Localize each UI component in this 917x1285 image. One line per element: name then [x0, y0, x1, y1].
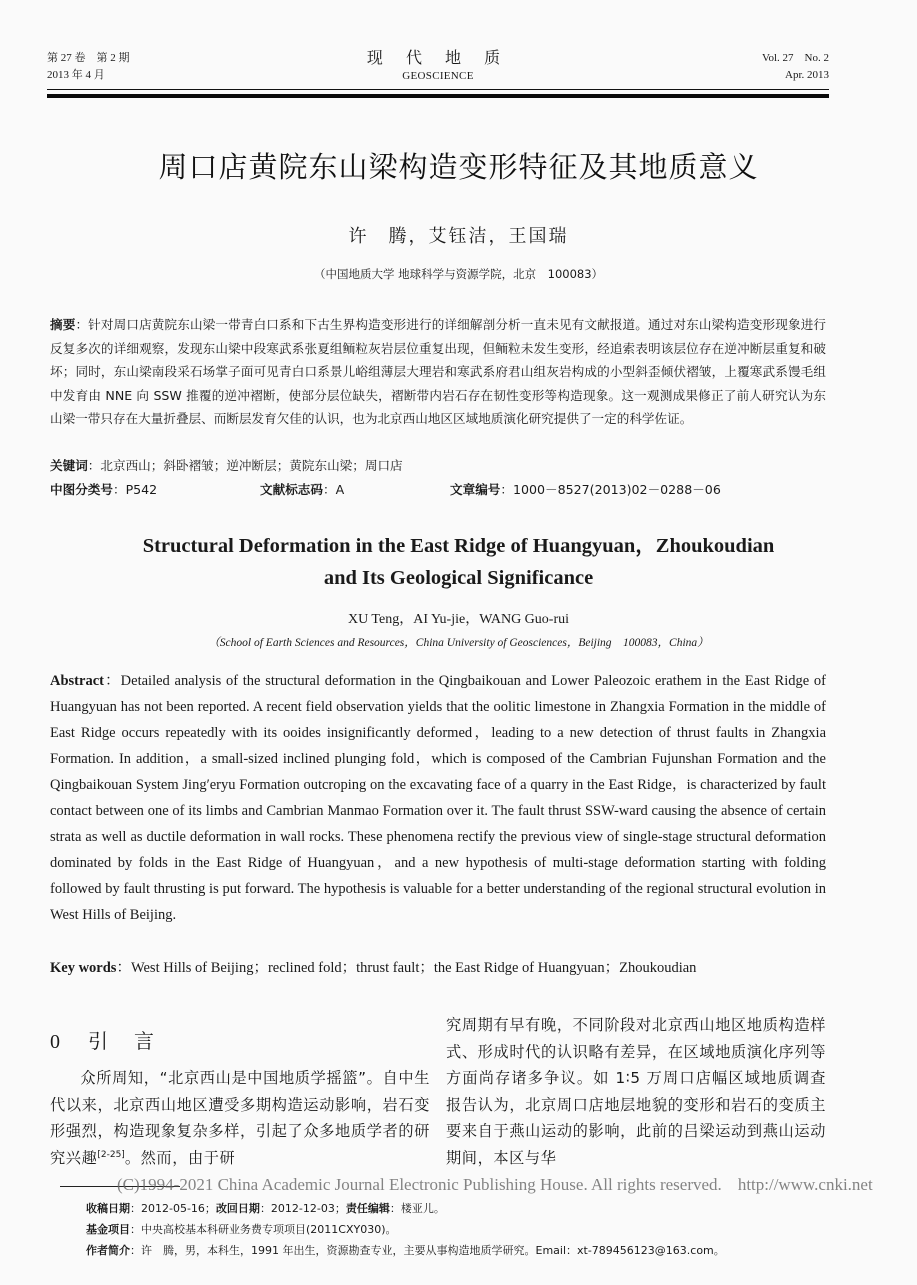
doc-code-label: 文献标志码	[260, 482, 323, 497]
editor-label: 责任编辑	[345, 1202, 390, 1215]
received-value: ：2012-05-16；	[130, 1202, 216, 1215]
header-rule-thin	[47, 89, 829, 90]
cnki-link[interactable]: http://www.cnki.net	[737, 1175, 873, 1194]
author-bio-value: ：许 腾，男，本科生，1991 年出生，资源勘查专业，主要从事构造地质学研究。Email：xt-789456123@163.com。	[130, 1244, 725, 1257]
date-cn: 2013 年 4 月	[47, 69, 105, 81]
section-heading-introduction	[50, 1026, 430, 1057]
affiliation-en: （School of Earth Sciences and Resources，China University of Geosciences，Beijing 100083，China）	[208, 637, 709, 649]
document-code	[260, 480, 344, 500]
footnote-fund	[86, 1219, 846, 1240]
paper-title-en-line1: Structural Deformation in the East Ridge of Huangyuan，Zhoukoudian	[142, 535, 775, 557]
keywords-cn	[50, 456, 826, 476]
citation-ref[interactable]: [2-25]	[97, 1149, 125, 1160]
article-number	[450, 480, 721, 500]
volume-issue-cn: 第 27 卷 第 2 期	[47, 52, 130, 64]
doc-code-value: ：A	[322, 482, 345, 497]
footnotes	[86, 1198, 846, 1261]
body-column-left	[50, 1026, 430, 1171]
article-number-label: 文章编号	[450, 482, 501, 497]
date-en: Apr. 2013	[785, 69, 829, 81]
article-number-value: ：1000－8527(2013)02－0288－06	[500, 482, 721, 497]
section-title-char-1: 引	[88, 1029, 108, 1053]
abstract-en	[50, 668, 826, 928]
intro-paragraph-right: 究周期有早有晚，不同阶段对北京西山地区地质构造样式、形成时代的认识略有差异，在区域地质演化序列等方面尚存诸多争议。如 1∶5 万周口店幅区域地质调查报告认为，北京周口店地层地貌的变形和岩石的变质主要来自于燕山运动的影响，此前的吕梁运动到燕山运动期间，本区与华	[446, 1016, 826, 1167]
editor-value: ：楼亚儿。	[389, 1202, 445, 1215]
keywords-cn-label: 关键词	[50, 458, 88, 473]
header-rule-thick	[47, 94, 829, 98]
abstract-en-text: ：Detailed analysis of the structural deformation in the Qingbaikouan and Lower Paleozoic erathem in the East Ridge of Huangyuan has not been reported. A recent field observation yields that the oolitic limestone in Zhangxia Formation in the middle of East Ridge occurs repeatedly with its ooides insignificantly deformed，leading to a new detection of thrust faults in Zhangxia Formation. In addition，a small-sized inclined plunging fold，which is composed of the Cambrian Fujunshan Formation and the Qingbaikouan System Jing′eryu Formation outcroping on the excavating face of a quarry in the East Ridge，is characterized by fault contact between one of its limbs and Cambrian Manmao Formation over it. The fault thrust SSW-ward causing the absence of certain strata as well as ductile deformation in wall rocks. These phenomena rectify the previous view of single-stage structural deformation dominated by folds in the East Ridge of Huangyuan，and a new hypothesis of multi-stage deformation starting with folding followed by fault thrusting is put forward. The hypothesis is valuable for a better understanding of the regional structural evolution in West Hills of Beijing.	[50, 673, 826, 923]
fund-label: 基金项目	[86, 1223, 130, 1236]
paper-title-cn: 周口店黄院东山梁构造变形特征及其地质意义	[158, 150, 759, 184]
clc-label: 中图分类号	[50, 482, 113, 497]
clc-value: ：P542	[112, 482, 158, 497]
authors-en: XU Teng，AI Yu-jie，WANG Guo-rui	[347, 612, 570, 627]
abstract-cn-text: ：针对周口店黄院东山梁一带青白口系和下古生界构造变形进行的详细解剖分析一直未见有文献报道。通过对东山梁构造变形现象进行反复多次的详细观察，发现东山梁中段寒武系张夏组鲕粒灰岩层位重复出现，但鲕粒未发生变形，经追索表明该层位存在逆冲断层重复和破坏；同时，东山梁南段采石场掌子面可见青白口系景儿峪组薄层大理岩和寒武系府君山组灰岩构成的小型斜歪倾伏褶皱，上覆寒武系馒毛组中发育由 NNE 向 SSW 推覆的逆冲褶断，使部分层位缺失，褶断带内岩石存在韧性变形等构造现象。这一观测成果修正了前人研究认为东山梁一带只存在大量折叠层、而断层发育欠佳的认识，也为北京西山地区区域地质演化研究提供了一定的科学佐证。	[50, 317, 827, 426]
revised-label: 改回日期	[215, 1202, 260, 1215]
journal-name-cn: 现 代 地 质	[366, 48, 510, 67]
copyright-watermark	[117, 1175, 873, 1195]
keywords-en-text: ：West Hills of Beijing；reclined fold；thrust fault；the East Ridge of Huangyuan；Zhoukoudian	[116, 960, 697, 976]
keywords-cn-text: ：北京西山；斜卧褶皱；逆冲断层；黄院东山梁；周口店	[87, 458, 403, 473]
paper-title-en	[0, 530, 917, 594]
intro-paragraph-left	[50, 1065, 430, 1171]
journal-name	[47, 48, 829, 84]
revised-value: ：2012-12-03；	[259, 1202, 346, 1215]
footnote-dates	[86, 1198, 846, 1219]
journal-name-en: GEOSCIENCE	[402, 70, 474, 82]
paper-title-en-line2: and Its Geological Significance	[323, 567, 594, 589]
fund-value: ：中央高校基本科研业务费专项项目(2011CXY030)。	[130, 1223, 397, 1236]
abstract-cn	[50, 313, 826, 431]
intro-text-left-tail: 。然而，由于研	[124, 1148, 236, 1167]
clc-number	[50, 480, 157, 500]
footnote-author	[86, 1240, 846, 1261]
abstract-cn-label: 摘要	[50, 317, 76, 332]
author-bio-label: 作者简介	[86, 1244, 130, 1257]
copyright-text: (C)1994-2021 China Academic Journal Electronic Publishing House. All rights reserved.	[117, 1175, 722, 1194]
section-number: 0	[50, 1031, 60, 1053]
section-title-char-2: 言	[134, 1029, 154, 1053]
body-column-right	[446, 1012, 826, 1171]
authors-cn: 许 腾，艾钰洁，王国瑞	[348, 226, 569, 247]
issue-info-en	[762, 50, 829, 84]
received-label: 收稿日期	[86, 1202, 130, 1215]
keywords-en	[50, 955, 826, 981]
journal-header	[47, 50, 829, 100]
abstract-en-label: Abstract	[50, 673, 104, 689]
keywords-en-label: Key words	[50, 960, 117, 976]
affiliation-cn: （中国地质大学 地球科学与资源学院，北京 100083）	[313, 267, 604, 281]
intro-text-left: 众所周知，“北京西山是中国地质学摇篮”。自中生代以来，北京西山地区遭受多期构造运动影响，岩石变形强烈，构造现象复杂多样，引起了众多地质学者的研究兴趣	[50, 1069, 430, 1167]
volume-issue-en: Vol. 27 No. 2	[761, 52, 829, 64]
